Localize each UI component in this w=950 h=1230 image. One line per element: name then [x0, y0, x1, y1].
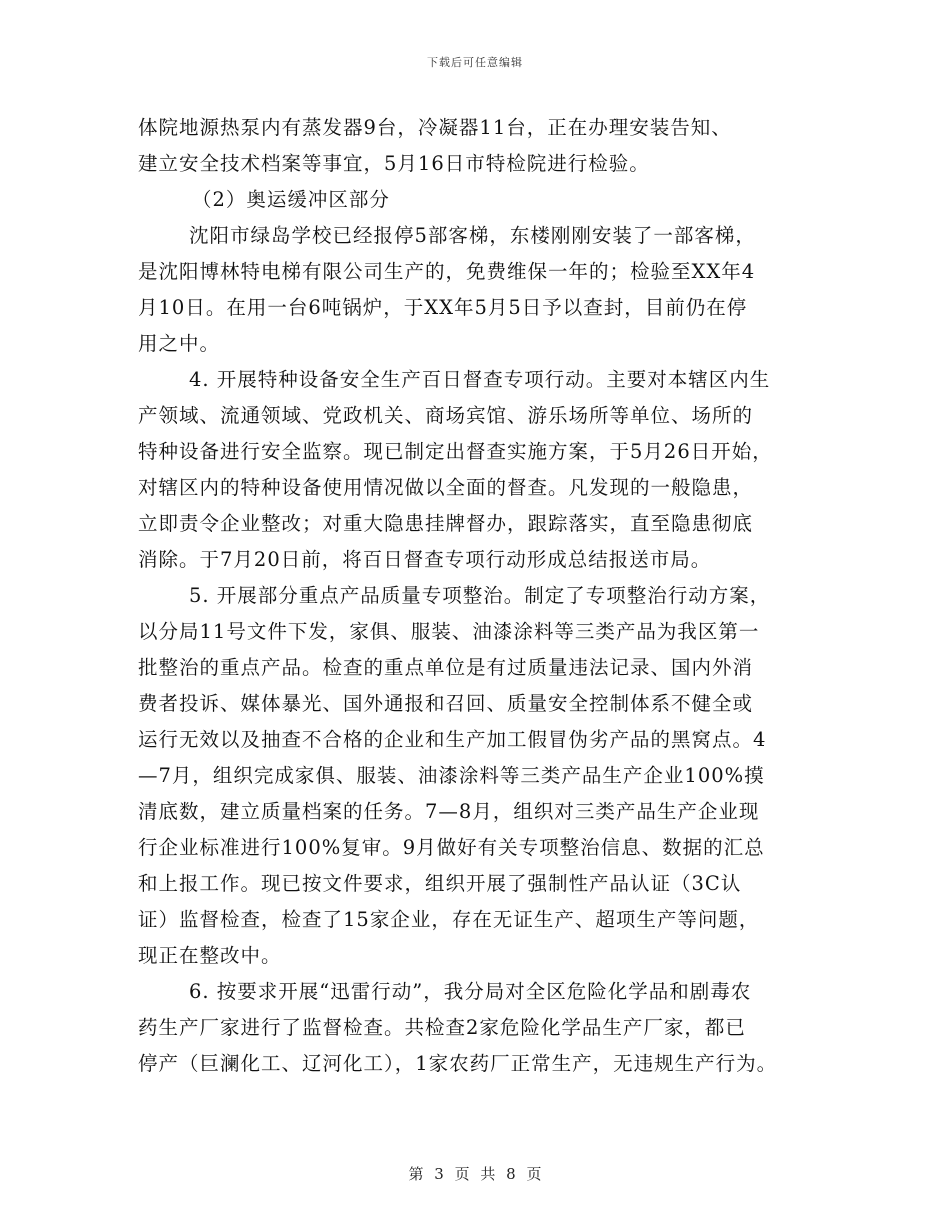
- body-line: 费者投诉、媒体暴光、国外通报和召回、质量安全控制体系不健全或: [138, 692, 754, 715]
- body-line: 以分局11号文件下发，家俱、服装、油漆涂料等三类产品为我区第一: [138, 620, 760, 643]
- page-number-footer: 第 3 页 共 8 页: [408, 1165, 542, 1183]
- section-heading: （2）奥运缓冲区部分: [192, 188, 390, 211]
- body-line: 4. 开展特种设备安全生产百日督查专项行动。主要对本辖区内生: [189, 368, 771, 391]
- body-line: 停产（巨澜化工、辽河化工），1家农药厂正常生产，无违规生产行为。: [138, 1052, 778, 1075]
- page-header: 下载后可任意编辑: [427, 56, 523, 69]
- body-line: 证）监督检查，检查了15家企业，存在无证生产、超项生产等问题，: [138, 908, 760, 931]
- body-line: 月10日。在用一台6吨锅炉，于XX年5月5日予以查封，目前仍在停: [138, 296, 748, 319]
- body-line: 沈阳市绿岛学校已经报停5部客梯，东楼刚刚安装了一部客梯，: [189, 224, 756, 247]
- body-line: 立即责令企业整改；对重大隐患挂牌督办，跟踪落实，直至隐患彻底: [138, 512, 754, 535]
- body-line: 现正在整改中。: [138, 944, 282, 967]
- body-line: 行企业标准进行100%复审。9月做好有关专项整治信息、数据的汇总: [138, 836, 765, 859]
- body-line: 运行无效以及抽查不合格的企业和生产加工假冒伪劣产品的黑窝点。4: [138, 728, 767, 751]
- body-line: —7月，组织完成家俱、服装、油漆涂料等三类产品生产企业100%摸: [138, 764, 765, 787]
- body-line: 清底数，建立质量档案的任务。7—8月，组织对三类产品生产企业现: [138, 800, 760, 823]
- body-line: 体院地源热泵内有蒸发器9台，冷凝器11台，正在办理安装告知、: [138, 116, 732, 139]
- body-line: 批整治的重点产品。检查的重点单位是有过质量违法记录、国内外消: [138, 656, 754, 679]
- document-body: [138, 110, 828, 1082]
- body-line: 是沈阳博林特电梯有限公司生产的，免费维保一年的；检验至XX年4: [138, 260, 756, 283]
- body-line: 和上报工作。现已按文件要求，组织开展了强制性产品认证（3C认: [138, 872, 742, 895]
- body-line: 用之中。: [138, 332, 221, 355]
- body-line: 6. 按要求开展“迅雷行动”，我分局对全区危险化学品和剧毒农: [189, 980, 752, 1003]
- body-line: 药生产厂家进行了监督检查。共检查2家危险化学品生产厂家，都已: [138, 1016, 746, 1039]
- body-line: 对辖区内的特种设备使用情况做以全面的督查。凡发现的一般隐患，: [138, 476, 754, 499]
- body-line: 建立安全技术档案等事宜，5月16日市特检院进行检验。: [138, 152, 650, 175]
- body-line: 特种设备进行安全监察。现已制定出督查实施方案，于5月26日开始，: [138, 440, 773, 463]
- body-line: 5. 开展部分重点产品质量专项整治。制定了专项整治行动方案，: [189, 584, 771, 607]
- body-line: 产领域、流通领域、党政机关、商场宾馆、游乐场所等单位、场所的: [138, 404, 754, 427]
- body-line: 消除。于7月20日前，将百日督查专项行动形成总结报送市局。: [138, 548, 712, 571]
